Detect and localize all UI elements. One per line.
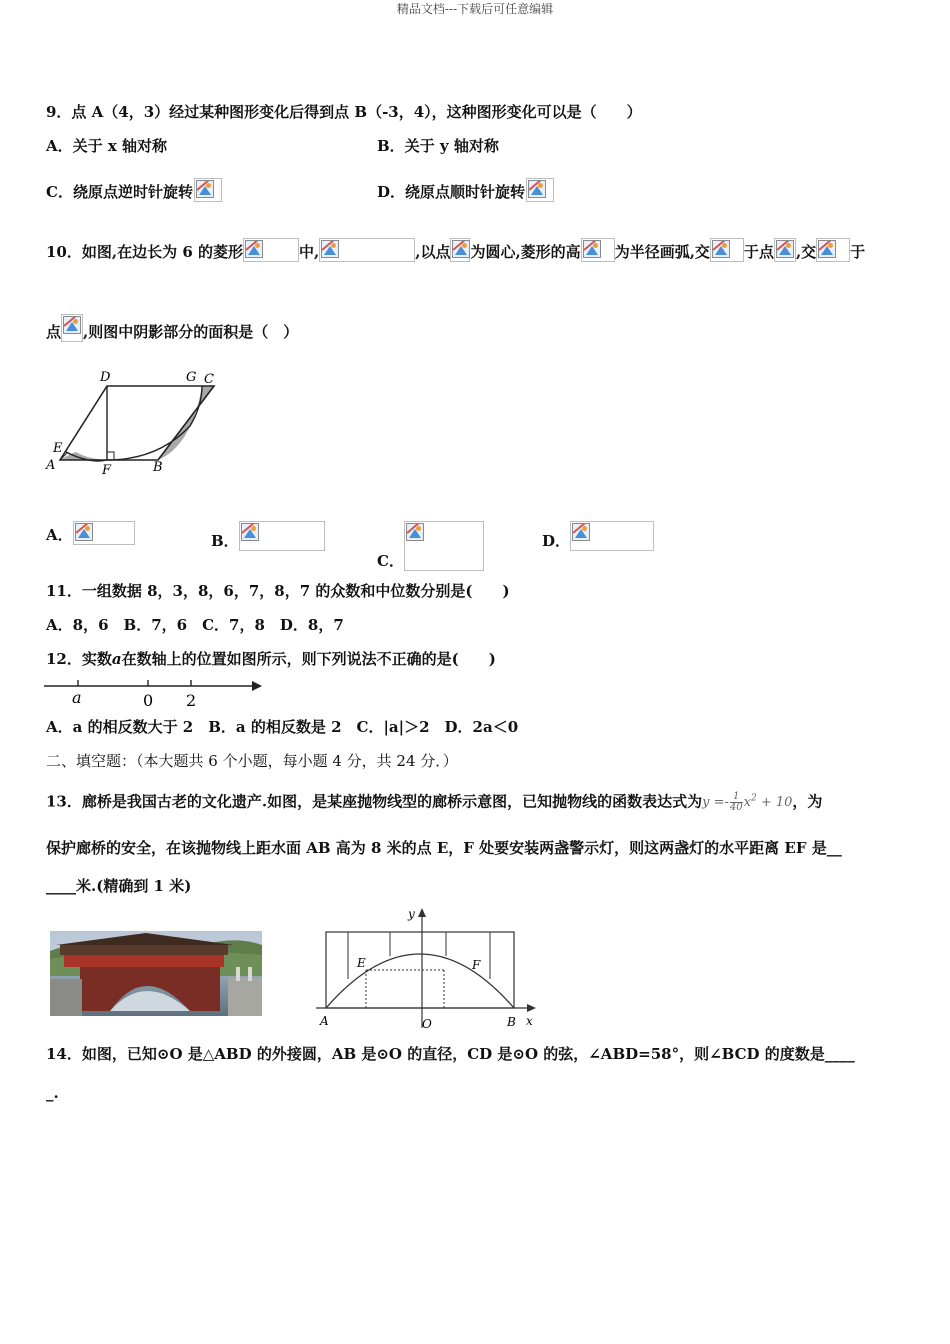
q9-option-d <box>377 178 554 202</box>
diagram-label-A: A <box>320 1014 329 1028</box>
q9-stem: 9．点 A（4，3）经过某种图形变化后得到点 B（-3，4），这种图形变化可以是（ ） <box>46 103 642 121</box>
broken-image-icon <box>61 314 83 342</box>
broken-image-icon <box>450 238 470 262</box>
q10-option-a-label: A． <box>46 526 73 544</box>
q10-text-8: 于 <box>850 243 866 261</box>
q10-text-4: 为圆心,菱形的高 <box>470 243 581 261</box>
q9-option-c-text: C．绕原点逆时针旋转 <box>46 183 193 201</box>
diagram-label-y: y <box>408 907 415 921</box>
axis-label-zero: 0 <box>143 691 154 710</box>
q12-stem-var: a <box>111 650 122 668</box>
q10-option-d-label: D． <box>542 532 571 550</box>
broken-image-icon <box>404 521 484 571</box>
q9-option-c <box>46 178 222 202</box>
page-header: 精品文档---下载后可任意编辑 <box>396 2 554 16</box>
q12-stem-a: 12．实数 <box>46 650 112 668</box>
q12-stem-b: 在数轴上的位置如图所示，则下列说法不正确的是( ) <box>121 650 496 668</box>
broken-image-icon <box>194 178 222 202</box>
formula-exponent: 2 <box>750 794 757 804</box>
label-F: F <box>102 463 112 478</box>
q10-line2-a: 点 <box>46 323 62 341</box>
label-G: G <box>186 370 197 385</box>
q14-line1: 14．如图，已知⊙O 是△ABD 的外接圆，AB 是⊙O 的直径，CD 是⊙O 的弦，∠ABD=58°，则∠BCD 的度数是____ <box>46 1045 855 1063</box>
broken-image-icon <box>581 238 615 262</box>
q13-line1-end: ，为 <box>792 792 823 811</box>
q10-text-1: 10．如图,在边长为 6 的菱形 <box>46 243 243 261</box>
label-B: B <box>153 460 163 475</box>
q12-stem <box>46 649 496 669</box>
q10-line1 <box>46 238 865 262</box>
q9-option-a: A．关于 x 轴对称 <box>46 137 168 155</box>
q13-line1-text: 13．廊桥是我国古老的文化遗产.如图，是某座抛物线型的廊桥示意图，已知抛物线的函数表达式为 <box>46 792 703 811</box>
q14-line2: _. <box>46 1084 59 1102</box>
q10-text-7: ,交 <box>795 243 817 261</box>
diagram-label-x: x <box>526 1014 533 1028</box>
q13-formula <box>702 791 793 814</box>
q9-option-d-text: D．绕原点顺时针旋转 <box>377 183 526 201</box>
q10-option-c-label: C． <box>377 552 404 570</box>
axis-label-two: 2 <box>186 691 197 710</box>
broken-image-icon <box>239 521 325 551</box>
formula-x: x <box>743 795 751 811</box>
q10-option-c <box>377 521 484 571</box>
diagram-label-F: F <box>472 958 481 972</box>
q10-text-3: ,以点 <box>415 243 451 261</box>
formula-tail: + 10 <box>760 795 793 811</box>
formula-numerator: 1 <box>730 792 743 803</box>
q13-line3: ____米.(精确到 1 米) <box>46 877 192 895</box>
q13-line2: 保护廊桥的安全，在该抛物线上距水面 AB 高为 8 米的点 E，F 处要安装两盏警示灯，则这两盏灯的水平距离 EF 是__ <box>46 839 842 857</box>
label-A: A <box>46 458 56 473</box>
axis-label-a: a <box>72 688 82 707</box>
q10-text-5: 为半径画弧,交 <box>614 243 710 261</box>
broken-image-icon <box>774 238 796 262</box>
q9-option-b: B．关于 y 轴对称 <box>377 137 499 155</box>
broken-image-icon <box>710 238 744 262</box>
covered-bridge-photo <box>50 931 262 1016</box>
q10-text-2: 中, <box>298 243 320 261</box>
q10-line2-b: ,则图中阴影部分的面积是（ ） <box>83 323 299 341</box>
diagram-label-B: B <box>507 1015 516 1029</box>
parabola-diagram <box>310 904 550 1032</box>
q12-options: A．a 的相反数大于 2 B．a 的相反数是 2 C．|a|＞2 D．2a＜0 <box>46 718 519 736</box>
q10-option-b <box>211 521 325 551</box>
label-C: C <box>204 372 214 387</box>
formula-fraction <box>730 792 743 813</box>
formula-y: y =- <box>702 795 729 811</box>
broken-image-icon <box>319 238 415 262</box>
q10-option-d <box>542 521 654 551</box>
formula-denominator: 40 <box>729 802 743 814</box>
diagram-label-E: E <box>357 956 366 970</box>
broken-image-icon <box>526 178 554 202</box>
broken-image-icon <box>816 238 850 262</box>
broken-image-icon <box>243 238 299 262</box>
q11-options: A．8，6 B．7，6 C．7，8 D．8，7 <box>46 616 344 634</box>
rhombus-figure <box>40 366 230 478</box>
q10-line2 <box>46 314 298 342</box>
q10-option-a <box>46 521 135 545</box>
diagram-label-O: O <box>422 1017 432 1031</box>
number-line <box>40 676 270 710</box>
q10-option-b-label: B． <box>211 532 239 550</box>
label-D: D <box>100 370 111 385</box>
broken-image-icon <box>73 521 135 545</box>
section-heading: 二、填空题：（本大题共 6 个小题，每小题 4 分，共 24 分．） <box>46 752 458 770</box>
label-E: E <box>53 441 63 456</box>
broken-image-icon <box>570 521 654 551</box>
q11-stem: 11．一组数据 8，3，8，6，7，8，7 的众数和中位数分别是( ) <box>46 582 510 600</box>
q13-line1 <box>46 789 822 813</box>
q10-text-6: 于点 <box>743 243 774 261</box>
